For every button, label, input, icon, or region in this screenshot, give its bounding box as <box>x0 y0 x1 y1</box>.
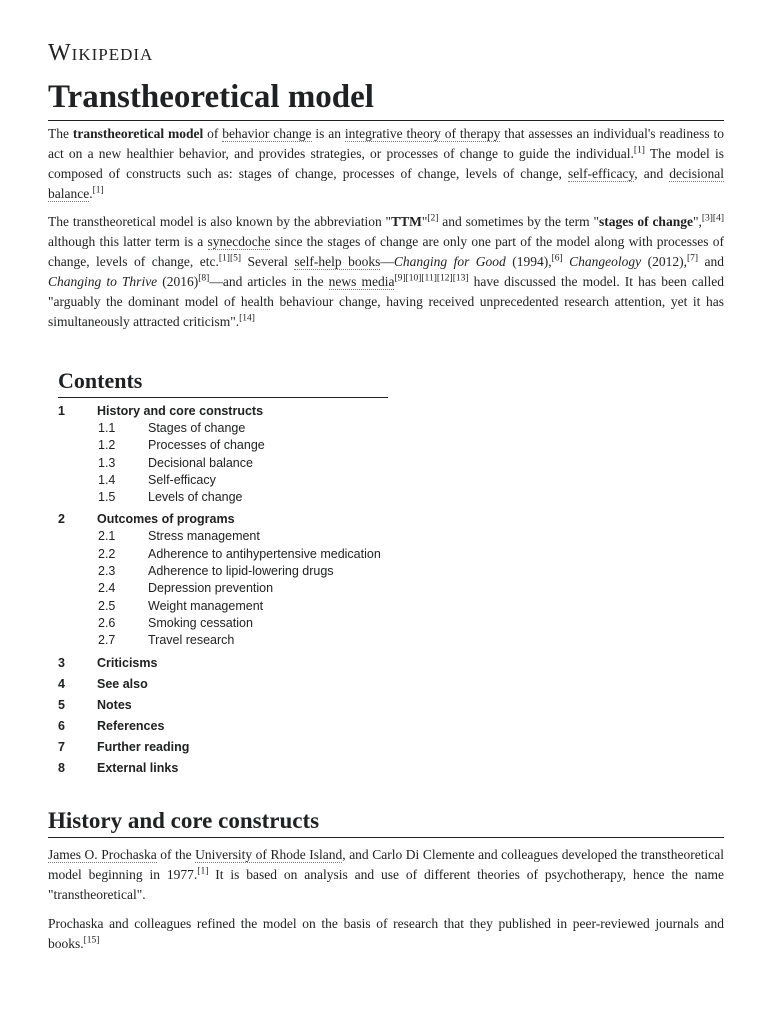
toc-subitem[interactable] <box>58 633 458 650</box>
toc-item[interactable] <box>58 761 458 782</box>
toc-subitem-label[interactable]: Depression prevention <box>148 581 274 596</box>
toc-item[interactable] <box>58 719 458 740</box>
toc-subitem-label[interactable]: Travel research <box>148 633 235 648</box>
toc-subitem-label[interactable]: Stages of change <box>148 421 246 435</box>
toc-item[interactable] <box>58 512 458 529</box>
toc-subitem-number: 1.2 <box>98 438 116 453</box>
toc-item-number: 5 <box>58 697 65 712</box>
citation[interactable]: [1] <box>633 145 645 156</box>
toc-subitem[interactable] <box>58 599 458 616</box>
toc-subitem[interactable] <box>58 421 458 438</box>
toc-item-number: 4 <box>58 676 65 691</box>
toc-subitem-number: 2.2 <box>98 546 116 561</box>
toc-subitem[interactable] <box>58 456 458 473</box>
toc-subitem[interactable] <box>58 529 458 546</box>
contents-heading: Contents <box>58 368 388 398</box>
toc-item-label[interactable]: External links <box>97 760 179 775</box>
citation[interactable]: [14] <box>239 313 255 324</box>
toc-item[interactable] <box>58 656 458 677</box>
toc-subitem-label[interactable]: Self-efficacy <box>148 472 216 487</box>
toc-subitem-label[interactable]: Smoking cessation <box>148 615 253 630</box>
history-paragraph-2: Prochaska and colleagues refined the model on the basis of research that they published in peer-reviewed journals and books.[15] <box>48 916 724 951</box>
toc-subitem[interactable] <box>58 581 458 598</box>
term-bold: transtheoretical model <box>72 126 204 141</box>
toc-item[interactable] <box>58 740 458 761</box>
table-of-contents <box>58 404 458 782</box>
toc-subitem[interactable] <box>58 438 458 455</box>
toc-item-number: 1 <box>58 404 65 418</box>
toc-subitem-number: 2.3 <box>98 564 116 579</box>
toc-subitem-label[interactable]: Weight management <box>148 598 264 613</box>
citation[interactable]: [2] <box>427 213 439 224</box>
link-self-help-books[interactable]: self-help books <box>294 254 381 269</box>
citation[interactable]: [1] <box>197 866 209 877</box>
page-title: Transtheoretical model <box>48 76 724 121</box>
toc-subitem-number: 1.1 <box>98 421 116 435</box>
toc-item-label[interactable]: See also <box>97 676 148 691</box>
citation[interactable]: [8] <box>198 273 210 284</box>
toc-item-label[interactable]: History and core constructs <box>97 404 264 418</box>
toc-item-number: 8 <box>58 760 65 775</box>
citation[interactable]: [1] <box>92 185 104 196</box>
toc-item-label[interactable]: Outcomes of programs <box>97 512 235 527</box>
toc-subitem-label[interactable]: Processes of change <box>148 438 265 453</box>
link-integrative-theory[interactable]: integrative theory of therapy <box>344 126 501 141</box>
toc-subitem-label[interactable]: Adherence to antihypertensive medication <box>148 546 381 561</box>
wikipedia-wordmark[interactable]: Wikipedia <box>48 40 154 66</box>
toc-item-number: 3 <box>58 655 65 670</box>
link-self-efficacy[interactable]: self-efficacy <box>567 166 635 181</box>
citation[interactable]: [3][4] <box>701 213 724 224</box>
citation[interactable]: [7] <box>687 253 699 264</box>
link-university-rhode-island[interactable]: University of Rhode Island <box>195 847 343 862</box>
history-paragraph-1: James O. Prochaska of the University of Rhode Island, and Carlo Di Clemente and colleagues developed the transtheoretical model beginning in 1977.[1] It is based on analysis and use of different theories of psychotherapy, hence the name "transtheoretical". <box>48 847 724 902</box>
toc-subitem[interactable] <box>58 490 458 507</box>
toc-item-number: 7 <box>58 739 65 754</box>
toc-subitem-number: 1.4 <box>98 472 116 487</box>
link-news-media[interactable]: news media <box>328 274 395 289</box>
citation[interactable]: [15] <box>83 935 100 946</box>
toc-item-label[interactable]: Further reading <box>97 739 190 754</box>
toc-subitem-label[interactable]: Adherence to lipid-lowering drugs <box>148 564 334 579</box>
toc-subitem-number: 2.7 <box>98 633 116 648</box>
section-heading-history: History and core constructs <box>48 808 724 838</box>
toc-subitem-number: 2.1 <box>98 529 116 544</box>
toc-item[interactable] <box>58 677 458 698</box>
toc-subitem-number: 1.5 <box>98 490 116 505</box>
link-behavior-change[interactable]: behavior change <box>222 126 312 141</box>
toc-item-number: 2 <box>58 512 65 527</box>
toc-subitem[interactable] <box>58 616 458 633</box>
toc-item-number: 6 <box>58 718 65 733</box>
intro-paragraph-2: The transtheoretical model is also known by the abbreviation "TTM"[2] and sometimes by the term "stages of change",[3][4] although this latter term is a synecdoche since the stages of change are only one part of the model along with processes of change, levels of change, etc.[1][5] Several self-help books—Changing for Good (1994),[6] Changeology (2012),[7] and Changing to Thrive (2016)[8]—and articles in the news media[9][10][11][12][13] have discussed the model. It has been called "arguably the dominant model of health behaviour change, having received unprecedented research attention, yet it has simultaneously attracted criticism".[14] <box>48 213 725 329</box>
intro-paragraph-1: The transtheoretical model of behavior change is an integrative theory of therapy that assesses an individual's readiness to act on a new healthier behavior, and provides strategies, or processes of change to guide the individual.[1] The model is composed of constructs such as: stages of change, processes of change, levels of change, self-efficacy, and decisional balance.[1] <box>48 126 725 201</box>
toc-subitem-number: 2.5 <box>98 598 116 613</box>
toc-subitem-label[interactable]: Levels of change <box>148 490 243 505</box>
citation[interactable]: [1][5] <box>218 253 242 264</box>
link-decisional-balance[interactable]: decisional balance <box>48 166 725 201</box>
link-synecdoche[interactable]: synecdoche <box>207 234 271 249</box>
link-prochaska[interactable]: James O. Prochaska <box>48 847 157 862</box>
toc-subitem[interactable] <box>58 547 458 564</box>
toc-subitem-number: 1.3 <box>98 455 116 470</box>
toc-subitem-label[interactable]: Stress management <box>148 529 260 544</box>
toc-item-label[interactable]: Criticisms <box>97 655 158 670</box>
toc-subitem-number: 2.4 <box>98 581 116 596</box>
toc-subitem[interactable] <box>58 473 458 490</box>
toc-item-label[interactable]: References <box>97 718 165 733</box>
toc-subitem[interactable] <box>58 564 458 581</box>
toc-item[interactable] <box>58 698 458 719</box>
toc-item-label[interactable]: Notes <box>97 697 132 712</box>
citation[interactable]: [9][10][11][12][13] <box>394 273 469 284</box>
toc-subitem-label[interactable]: Decisional balance <box>148 455 253 470</box>
toc-subitem-number: 2.6 <box>98 615 116 630</box>
toc-item[interactable] <box>58 404 458 421</box>
citation[interactable]: [6] <box>551 253 563 264</box>
